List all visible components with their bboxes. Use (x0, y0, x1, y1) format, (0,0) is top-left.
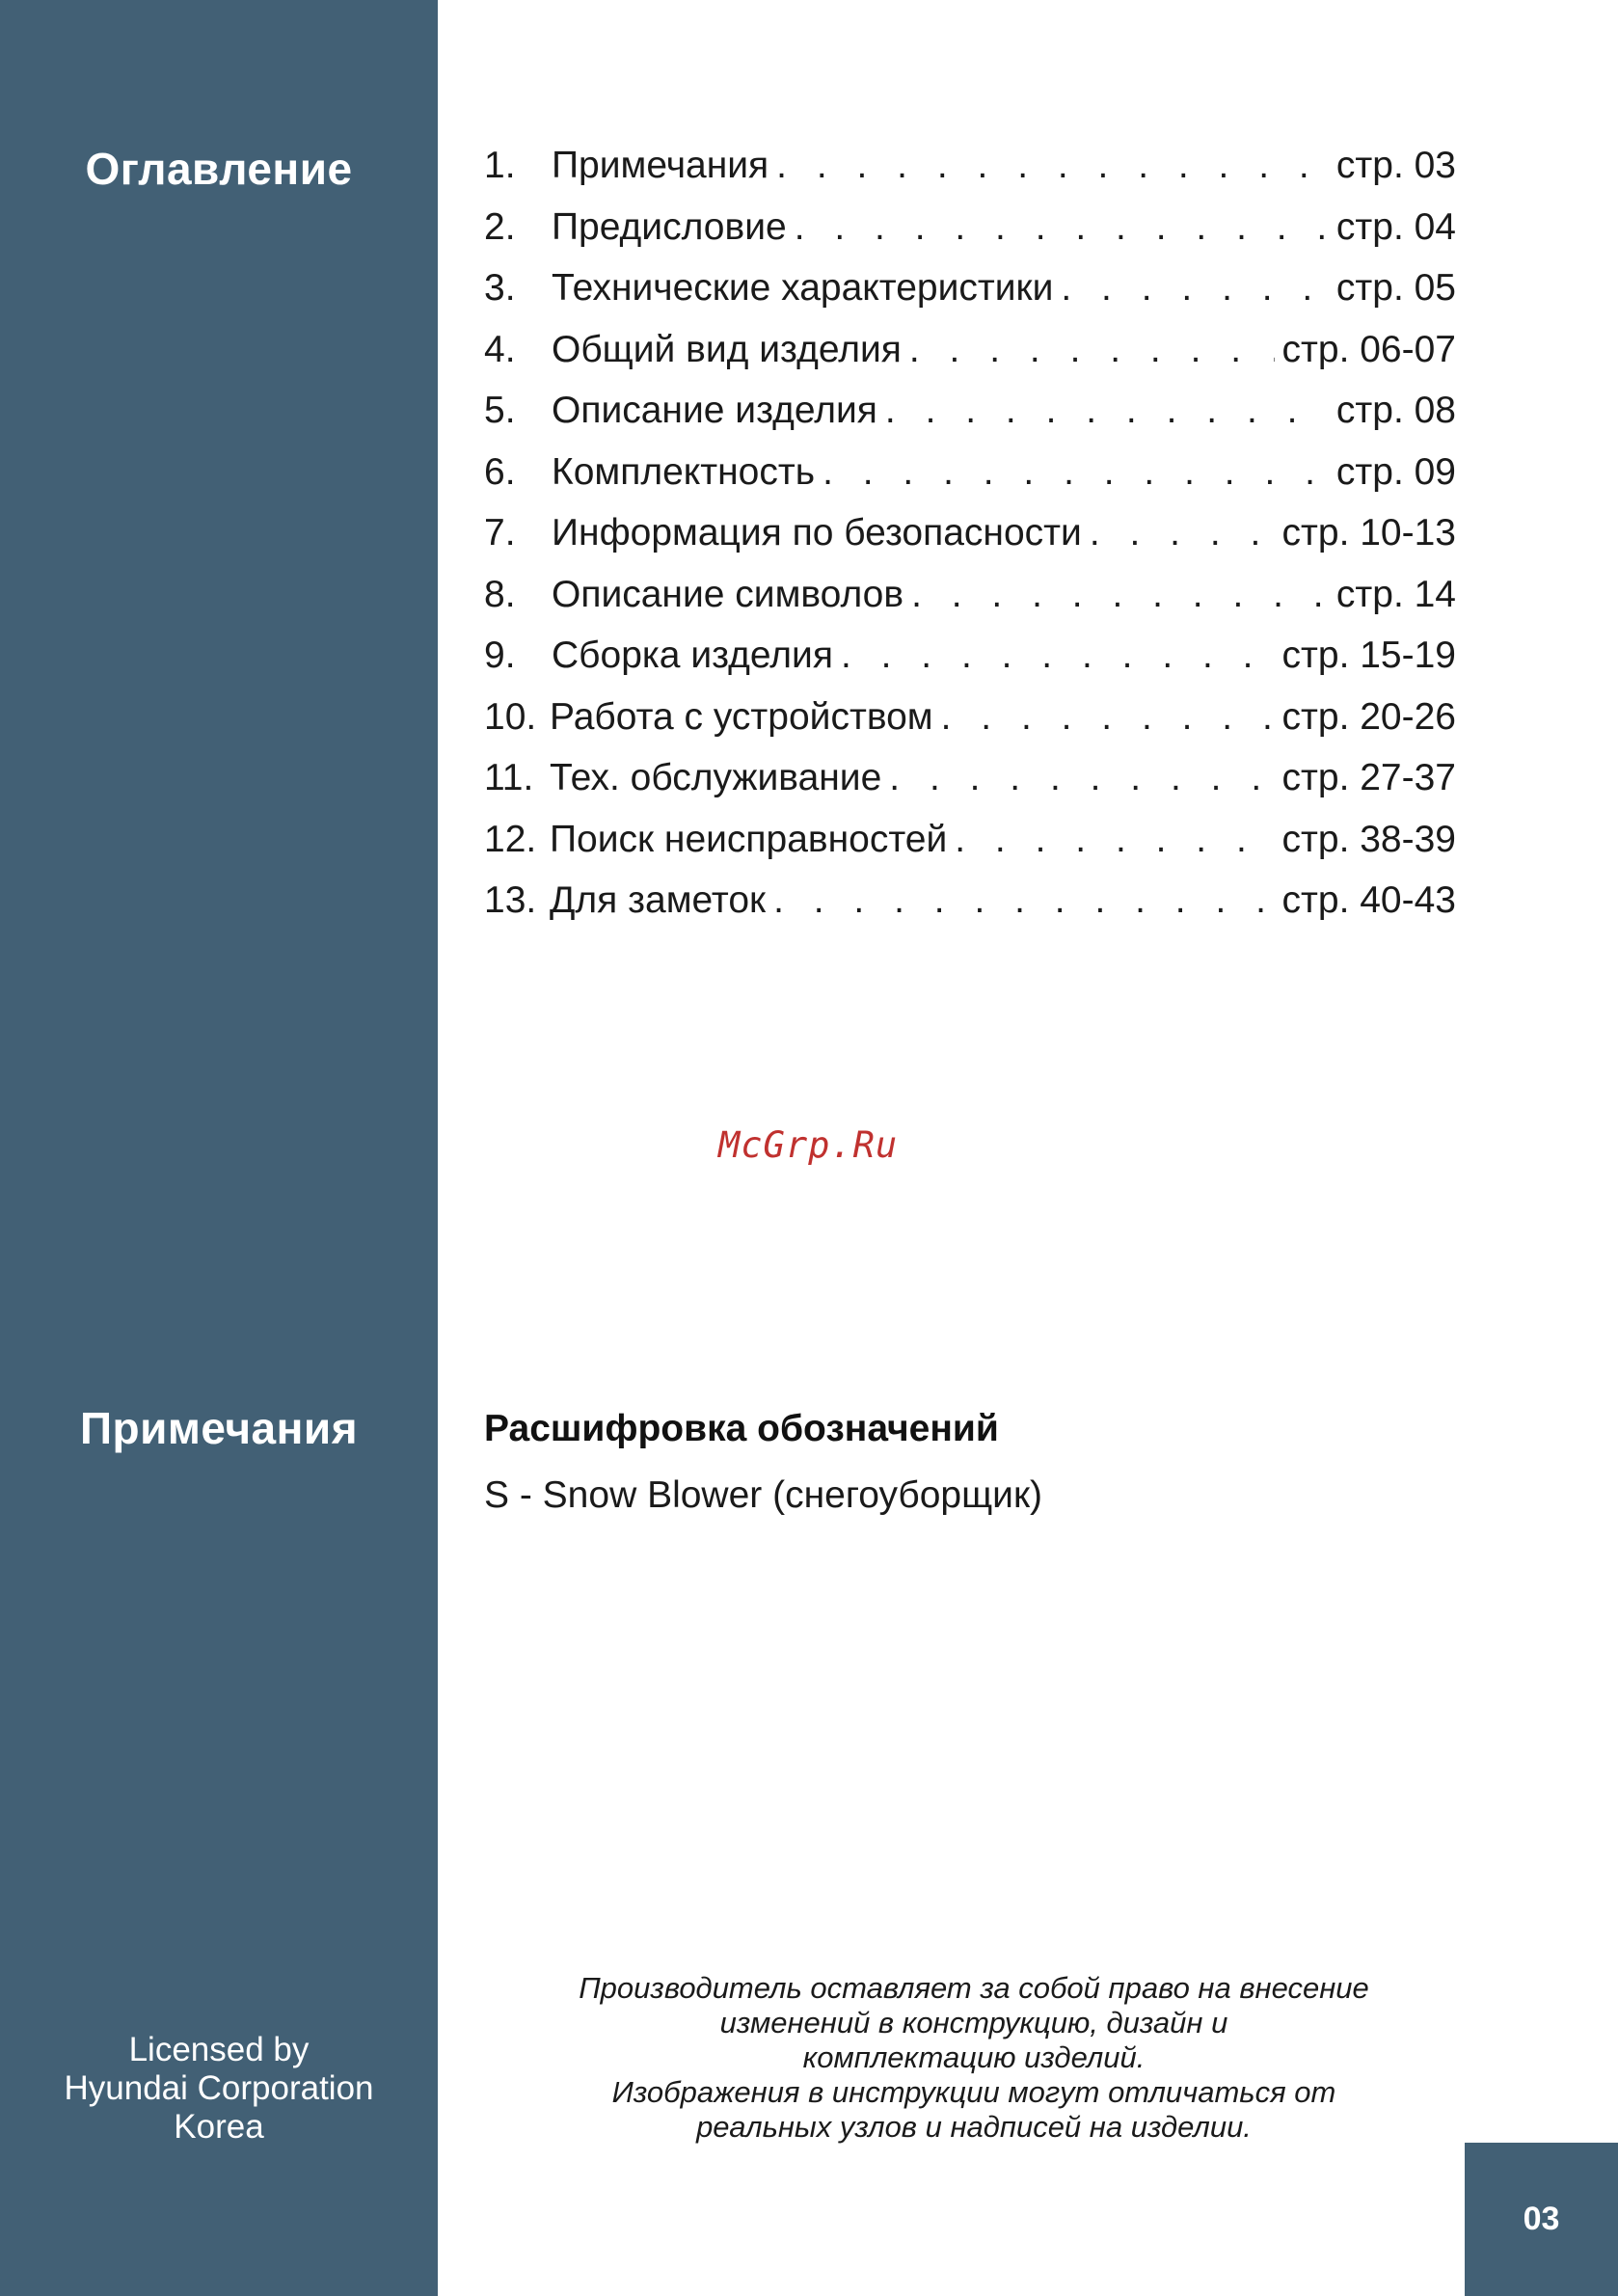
toc-number: 12. (484, 818, 537, 860)
disclaimer (511, 1971, 1437, 2145)
toc-page: стр. 08 (1335, 390, 1456, 431)
disclaimer-line: Производитель оставляет за собой право на внесение (579, 1971, 1369, 2005)
toc-title: Общий вид изделия (552, 328, 902, 370)
toc-number: 2. (484, 205, 516, 248)
toc-entry[interactable] (484, 145, 1456, 206)
toc-title: Комплектность (552, 450, 816, 493)
toc-title: Предисловие (552, 205, 787, 248)
notes-text: S - Snow Blower (снегоуборщик) (484, 1474, 1043, 1516)
disclaimer-line: комплектацию изделий. (802, 2040, 1146, 2074)
table-of-contents (484, 145, 1456, 941)
toc-title: Поиск неисправностей (550, 818, 948, 860)
disclaimer-line: Изображения в инструкции могут отличаться от (611, 2075, 1336, 2109)
license-line: Hyundai Corporation (64, 2069, 374, 2107)
sidebar (0, 0, 438, 2296)
toc-number: 4. (484, 328, 516, 370)
toc-leader-dots (1090, 512, 1275, 554)
toc-leader-dots (941, 696, 1275, 739)
toc-leader-dots (841, 635, 1275, 677)
toc-page: стр. 20-26 (1281, 695, 1456, 738)
toc-entry[interactable] (484, 512, 1456, 574)
toc-number: 6. (484, 450, 516, 493)
toc-page: стр. 14 (1335, 573, 1456, 615)
toc-title: Технические характеристики (552, 267, 1054, 309)
toc-entry[interactable] (484, 390, 1456, 451)
toc-leader-dots (885, 390, 1329, 432)
watermark: McGrp.Ru (718, 1124, 899, 1166)
toc-leader-dots (909, 329, 1275, 371)
toc-title: Для заметок (550, 879, 767, 921)
toc-number: 3. (484, 267, 516, 309)
toc-leader-dots (776, 145, 1329, 187)
toc-leader-dots (955, 819, 1274, 861)
toc-entry[interactable] (484, 635, 1456, 696)
disclaimer-line: реальных узлов и надписей на изделии. (696, 2110, 1252, 2144)
license-line: Licensed by (128, 2031, 310, 2068)
toc-heading: Оглавление (85, 144, 353, 194)
toc-entry[interactable] (484, 696, 1456, 758)
license-text (0, 2031, 438, 2147)
page-number: 03 (1465, 2143, 1618, 2296)
toc-number: 13. (484, 879, 537, 921)
toc-leader-dots (822, 451, 1329, 494)
toc-title: Описание изделия (552, 390, 877, 431)
toc-number: 9. (484, 635, 516, 676)
toc-page: стр. 05 (1335, 267, 1456, 309)
toc-entry[interactable] (484, 574, 1456, 635)
toc-number: 7. (484, 512, 516, 554)
toc-number: 8. (484, 573, 516, 615)
toc-entry[interactable] (484, 451, 1456, 513)
toc-title: Работа с устройством (550, 695, 933, 738)
toc-page: стр. 09 (1335, 450, 1456, 493)
toc-entry[interactable] (484, 757, 1456, 819)
toc-number: 10. (484, 695, 537, 738)
toc-page: стр. 40-43 (1281, 879, 1456, 921)
toc-number: 1. (484, 145, 516, 186)
toc-entry[interactable] (484, 267, 1456, 329)
toc-number: 11. (484, 757, 534, 798)
toc-page: стр. 04 (1335, 205, 1456, 248)
toc-title: Примечания (552, 145, 769, 186)
toc-leader-dots (911, 574, 1329, 616)
toc-page: стр. 27-37 (1281, 757, 1456, 798)
toc-entry[interactable] (484, 819, 1456, 880)
notes-sidebar-heading: Примечания (79, 1403, 359, 1453)
toc-number: 5. (484, 390, 516, 431)
toc-title: Информация по безопасности (552, 512, 1082, 554)
toc-page: стр. 38-39 (1281, 818, 1456, 860)
toc-entry[interactable] (484, 206, 1456, 268)
toc-leader-dots (889, 757, 1274, 799)
license-line: Korea (174, 2108, 264, 2146)
toc-page: стр. 10-13 (1281, 512, 1456, 554)
toc-leader-dots (773, 879, 1274, 922)
toc-entry[interactable] (484, 879, 1456, 941)
toc-leader-dots (1061, 267, 1329, 310)
toc-title: Тех. обслуживание (550, 757, 882, 798)
toc-entry[interactable] (484, 329, 1456, 391)
toc-leader-dots (795, 206, 1329, 249)
notes-heading: Расшифровка обозначений (484, 1408, 999, 1449)
disclaimer-line: изменений в конструкцию, дизайн и (719, 2006, 1228, 2039)
toc-title: Сборка изделия (552, 635, 833, 676)
toc-page: стр. 15-19 (1281, 635, 1456, 676)
toc-title: Описание символов (552, 573, 904, 615)
toc-page: стр. 06-07 (1281, 328, 1456, 370)
toc-page: стр. 03 (1335, 145, 1456, 186)
